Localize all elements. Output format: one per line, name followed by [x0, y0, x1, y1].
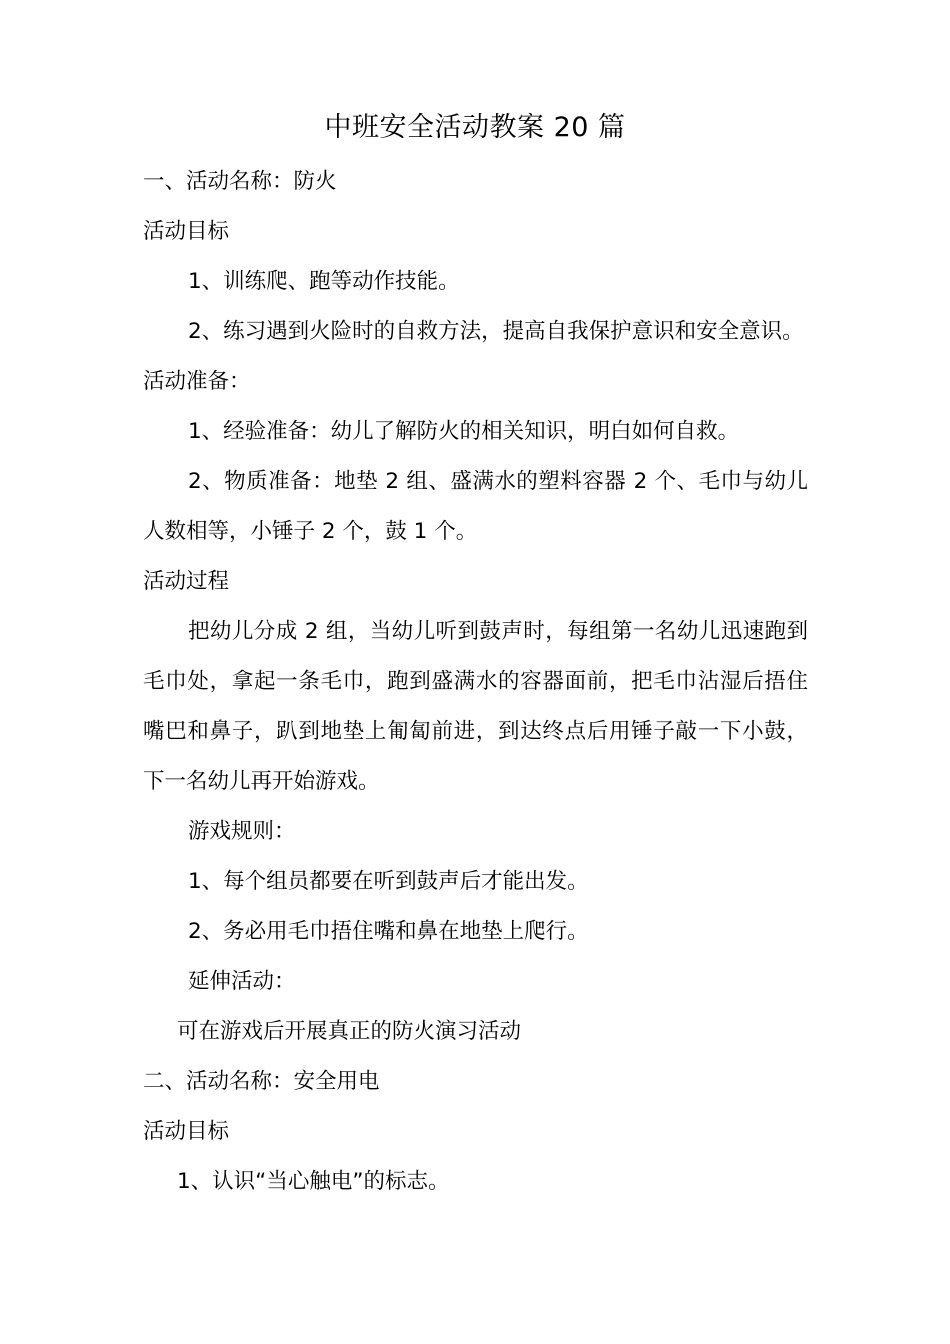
preparation-item-2-line-1: 2、物质准备：地垫 2 组、盛满水的塑料容器 2 个、毛巾与幼儿 — [188, 469, 808, 494]
subheading-game-rules: 游戏规则： — [188, 819, 296, 844]
extension-text: 可在游戏后开展真正的防火演习活动 — [177, 1019, 522, 1044]
process-paragraph-line-1: 把幼儿分成 2 组，当幼儿听到鼓声时，每组第一名幼儿迅速跑到 — [188, 619, 808, 644]
subheading-preparation: 活动准备： — [143, 369, 251, 394]
goal-item-2: 2、练习遇到火险时的自救方法，提高自我保护意识和安全意识。 — [188, 319, 804, 344]
goal-item-electricity-1: 1、认识“当心触电”的标志。 — [177, 1169, 450, 1194]
subheading-process: 活动过程 — [143, 569, 230, 594]
section-heading-electricity: 二、活动名称：安全用电 — [143, 1069, 380, 1094]
preparation-item-1: 1、经验准备：幼儿了解防火的相关知识，明白如何自救。 — [188, 419, 740, 444]
subheading-extension: 延伸活动： — [188, 969, 296, 994]
subheading-goals-2: 活动目标 — [143, 1119, 230, 1144]
subheading-goals: 活动目标 — [143, 219, 230, 244]
rule-item-1: 1、每个组员都要在听到鼓声后才能出发。 — [188, 869, 589, 894]
rule-item-2: 2、务必用毛巾捂住嘴和鼻在地垫上爬行。 — [188, 919, 589, 944]
document-title: 中班安全活动教案 20 篇 — [324, 112, 626, 143]
process-paragraph-line-4: 下一名幼儿再开始游戏。 — [143, 769, 380, 794]
process-paragraph-line-3: 嘴巴和鼻子，趴到地垫上匍匐前进，到达终点后用锤子敲一下小鼓， — [143, 719, 808, 744]
section-heading-fire: 一、活动名称：防火 — [143, 169, 337, 194]
process-paragraph-line-2: 毛巾处，拿起一条毛巾，跑到盛满水的容器面前，把毛巾沾湿后捂住 — [143, 669, 808, 694]
preparation-item-2-line-2: 人数相等，小锤子 2 个，鼓 1 个。 — [143, 519, 478, 544]
goal-item-1: 1、训练爬、跑等动作技能。 — [188, 269, 460, 294]
